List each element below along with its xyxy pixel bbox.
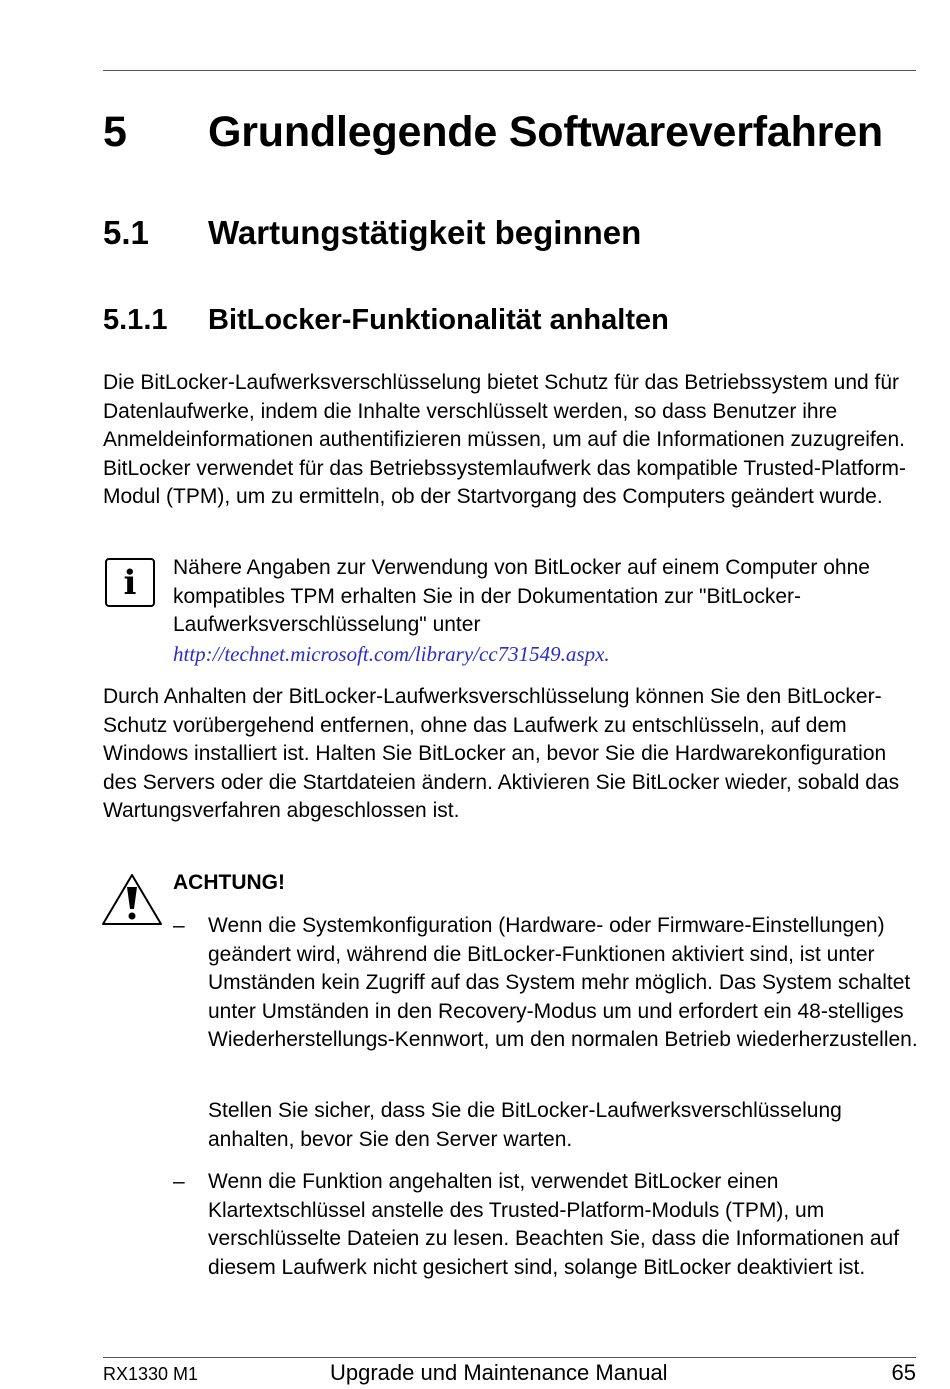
section-number: 5.1 — [103, 214, 149, 251]
subsection-title: BitLocker-Funktionalität anhalten — [208, 304, 669, 336]
warning-icon — [101, 872, 163, 928]
footer-manual-title: Upgrade und Maintenance Manual — [330, 1360, 668, 1385]
info-note — [173, 554, 918, 669]
info-icon: i — [105, 558, 155, 607]
chapter-title: Grundlegende Softwareverfahren — [208, 108, 883, 156]
intro-paragraph: Die BitLocker-Laufwerksverschlüsselung bietet Schutz für das Betriebssystem und für Datenlaufwerke, indem die Inhalte verschlüsselt werden, so dass Benutzer ihre Anmeldeinformationen authentifizieren müssen, um auf die Informationen zuzugreifen. BitLocker verwendet für das Betriebssystemlaufwerk das kompatible Trusted-Platform-Modul (TPM), um zu ermitteln, ob der Startvorgang des Computers geändert wurde. — [103, 371, 906, 508]
caution-title: ACHTUNG! — [173, 871, 285, 894]
caution-item-text: Wenn die Systemkonfiguration (Hardware- oder Firmware-Einstellungen) geändert wird, während die BitLocker-Funktionen aktiviert sind, ist unter Umständen kein Zugriff auf das System mehr möglich. Das System schaltet unter Umständen in den Recovery-Modus um und erfordert ein 48-stelliges Wiederherstellungs-Kennwort, um den normalen Betrieb wiederherzustellen. — [208, 914, 918, 1051]
section-title: Wartungstätigkeit beginnen — [208, 214, 642, 251]
caution-item-text: Wenn die Funktion angehalten ist, verwendet BitLocker einen Klartextschlüssel anstelle des Trusted-Platform-Moduls (TPM), um verschlüsselte Dateien zu lesen. Beachten Sie, dass die Informationen auf diesem Laufwerk nicht gesichert sind, solange BitLocker deaktiviert ist. — [208, 1170, 900, 1279]
subsection-number: 5.1.1 — [103, 304, 168, 336]
section-heading — [103, 214, 641, 252]
page-footer — [103, 1358, 916, 1388]
subsection-heading — [103, 304, 669, 337]
page-number: 65 — [891, 1360, 916, 1385]
footer-model: RX1330 M1 — [103, 1364, 199, 1384]
chapter-heading — [103, 108, 883, 157]
info-note-text: Nähere Angaben zur Verwendung von BitLocker auf einem Computer ohne kompatibles TPM erhalten Sie in der Dokumentation zur "BitLocker-Laufwerksverschlüsselung" unter — [173, 556, 870, 636]
list-dash: – — [173, 1170, 185, 1193]
info-note-link[interactable]: http://technet.microsoft.com/library/cc731549.aspx. — [173, 641, 610, 666]
chapter-number: 5 — [103, 108, 127, 156]
caution-item-extra: Stellen Sie sicher, dass Sie die BitLocker-Laufwerksverschlüsselung anhalten, bevor Sie den Server warten. — [208, 1099, 842, 1151]
list-dash: – — [173, 914, 185, 937]
top-rule — [103, 70, 916, 71]
suspend-paragraph: Durch Anhalten der BitLocker-Laufwerksverschlüsselung können Sie den BitLocker-Schutz vorübergehend entfernen, ohne das Laufwerk zu entschlüsseln, auf dem Windows installiert ist. Halten Sie BitLocker an, bevor Sie die Hardwarekonfiguration des Servers oder die Startdateien ändern. Aktivieren Sie BitLocker wieder, sobald das Wartungsverfahren abgeschlossen ist. — [103, 685, 900, 822]
